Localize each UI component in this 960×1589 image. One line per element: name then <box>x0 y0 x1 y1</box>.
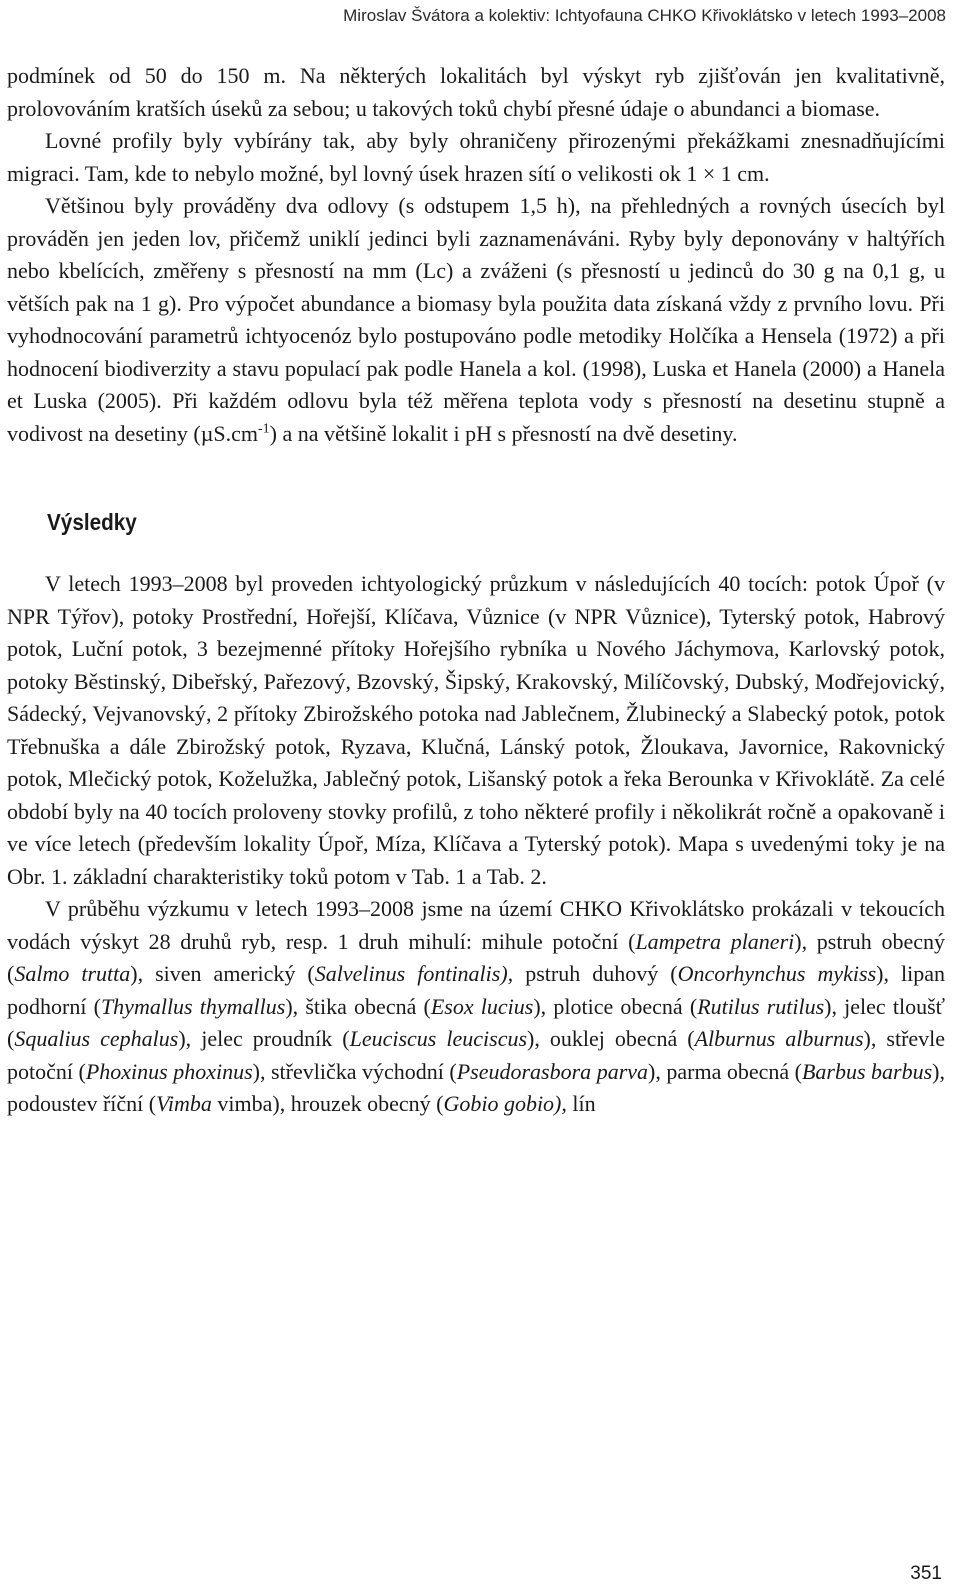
methods-paragraph-1: podmínek od 50 do 150 m. Na některých lokalitách byl výskyt ryb zjišťován jen kvalitativně, prolovováním kratších úseků za sebou; u takových toků chybí přesné údaje o abundanci a biomase. <box>7 63 945 121</box>
unit-exponent: -1 <box>257 421 270 437</box>
results-paragraph-2-text: ), siven americký ( <box>130 961 315 986</box>
methods-paragraph-3 <box>7 190 945 450</box>
results-paragraph-2 <box>7 893 945 1121</box>
results-paragraph-2-text: ), štika obecná ( <box>285 993 431 1019</box>
species-latin-name: Gobio gobio), <box>443 1091 567 1116</box>
section-heading-results: Výsledky <box>47 509 137 535</box>
species-latin-name: Oncorhynchus mykiss <box>677 961 877 986</box>
species-latin-name: Alburnus alburnus <box>694 1026 864 1051</box>
methods-paragraph-3-text: Většinou byly prováděny dva odlovy (s odstupem 1,5 h), na přehledných a rovných úsecích byl prováděn jen jeden lov, přičemž uniklí jedinci byli zaznamenáváni. Ryby byly deponovány v haltýřích nebo kbelících, změřeny s přesností na mm (Lc) a zváženi (s přesností u jedinců do 30 g na 0,1 g, u větších pak na 1 g). Pro výpočet abundance a biomasy byla použita data získaná vždy z prvního lovu. Při vyhodnocování parametrů ichtyocenóz bylo postupováno podle metodiky Holčíka a Hensela (1972) a při hodnocení biodiverzity a stavu populací pak podle Hanela a kol. (1998), Luska et Hanela (2000) a Hanela et Luska (2005). Při každém odlovu byla též měřena teplota vody s přesností na desetinu stupně a vodivost na desetiny (µS.cm <box>7 193 945 446</box>
species-latin-name: Salmo trutta <box>14 961 131 986</box>
results-paragraph-2-text: lín <box>566 1091 596 1116</box>
results-paragraph-2-text: vimba), hrouzek obecný ( <box>211 1091 444 1116</box>
species-latin-name: Vimba <box>156 1091 212 1116</box>
results-paragraph-2-text: ), plotice obecná ( <box>533 993 698 1019</box>
species-latin-name: Leuciscus leuciscus <box>349 1026 528 1051</box>
species-latin-name: Salvelinus fontinalis), <box>314 961 514 986</box>
document-body <box>7 60 945 1121</box>
heading-gap <box>7 538 945 568</box>
results-paragraph-2-text: ), střevlička východní ( <box>252 1058 457 1084</box>
page-number: 351 <box>910 1563 942 1584</box>
results-paragraph-1: V letech 1993–2008 byl proveden ichtyologický průzkum v následujících 40 tocích: potok Úpoř (v NPR Týřov), potoky Prostřední, Hořejší, Klíčava, Vůznice (v NPR Vůznice), Tyterský potok, Habrový potok, Luční potok, 3 bezejmenné přítoky Hořejšího rybníka u Nového Jáchymova, Karlovský potok, potoky Běstinský, Dibeřský, Pařezový, Bzovský, Šipský, Krakovský, Milíčovský, Dubský, Modřejovický, Sádecký, Vejvanovský, 2 přítoky Zbirožského potoka nad Jablečnem, Žlubinecký a Slabecký potok, potok Třebnuška a dále Zbirožský potok, Ryzava, Klučná, Lánský potok, Žloukava, Javornice, Rakovnický potok, Mlečický potok, Koželužka, Jablečný potok, Lišanský potok a řeka Berounka v Křivoklátě. Za celé období byly na 40 tocích proloveny stovky profilů, z toho některé profily i několikrát ročně a opakovaně i ve více letech (především lokality Úpoř, Míza, Klíčava a Tyterský potok). Mapa s uvedenými toky je na Obr. 1. základní charakteristiky toků potom v Tab. 1 a Tab. 2. <box>7 571 945 889</box>
section-gap <box>7 450 945 506</box>
results-paragraph-2-text: ), pstruh obecný ( <box>7 928 945 986</box>
species-latin-name: Lampetra planeri <box>635 928 795 954</box>
running-header: Miroslav Švátora a kolektiv: Ichtyofauna CHKO Křivoklátsko v letech 1993–2008 <box>343 6 946 25</box>
species-latin-name: Squalius cephalus <box>14 1026 179 1051</box>
results-paragraph-2-text: V průběhu výzkumu v letech 1993–2008 jsme na území CHKO Křivoklátsko prokázali v tekoucích vodách výskyt 28 druhů ryb, resp. 1 druh mihulí: mihule potoční ( <box>7 896 945 954</box>
results-paragraph-2-text: ), jelec tloušť ( <box>7 993 946 1051</box>
species-latin-name: Barbus barbus <box>801 1058 933 1084</box>
methods-paragraph-2: Lovné profily byly vybírány tak, aby byly ohraničeny přirozenými překážkami znesnadňujícími migraci. Tam, kde to nebylo možné, byl lovný úsek hrazen sítí o velikosti ok 1 × 1 cm. <box>7 128 945 186</box>
results-paragraph-2-text: ), ouklej obecná ( <box>527 1026 695 1051</box>
species-latin-name: Thymallus thymallus <box>100 993 286 1019</box>
results-paragraph-2-text: ), jelec proudník ( <box>178 1026 350 1051</box>
methods-paragraph-3-end: ) a na většině lokalit i pH s přesností na dvě desetiny. <box>269 420 738 446</box>
results-paragraph-2-text: ), lipan podhorní ( <box>7 961 946 1019</box>
results-paragraph-2-text: ), podoustev říční ( <box>7 1058 945 1116</box>
species-latin-name: Esox lucius <box>430 993 534 1019</box>
species-latin-name: Rutilus rutilus <box>697 993 825 1019</box>
species-latin-name: Pseudorasbora parva <box>456 1058 649 1084</box>
results-paragraph-2-text: ), střevle potoční ( <box>7 1026 946 1084</box>
results-paragraph-2-text: ), parma obecná ( <box>648 1058 802 1084</box>
species-latin-name: Phoxinus phoxinus <box>85 1058 253 1084</box>
results-paragraph-2-text: pstruh duhový ( <box>513 961 678 986</box>
